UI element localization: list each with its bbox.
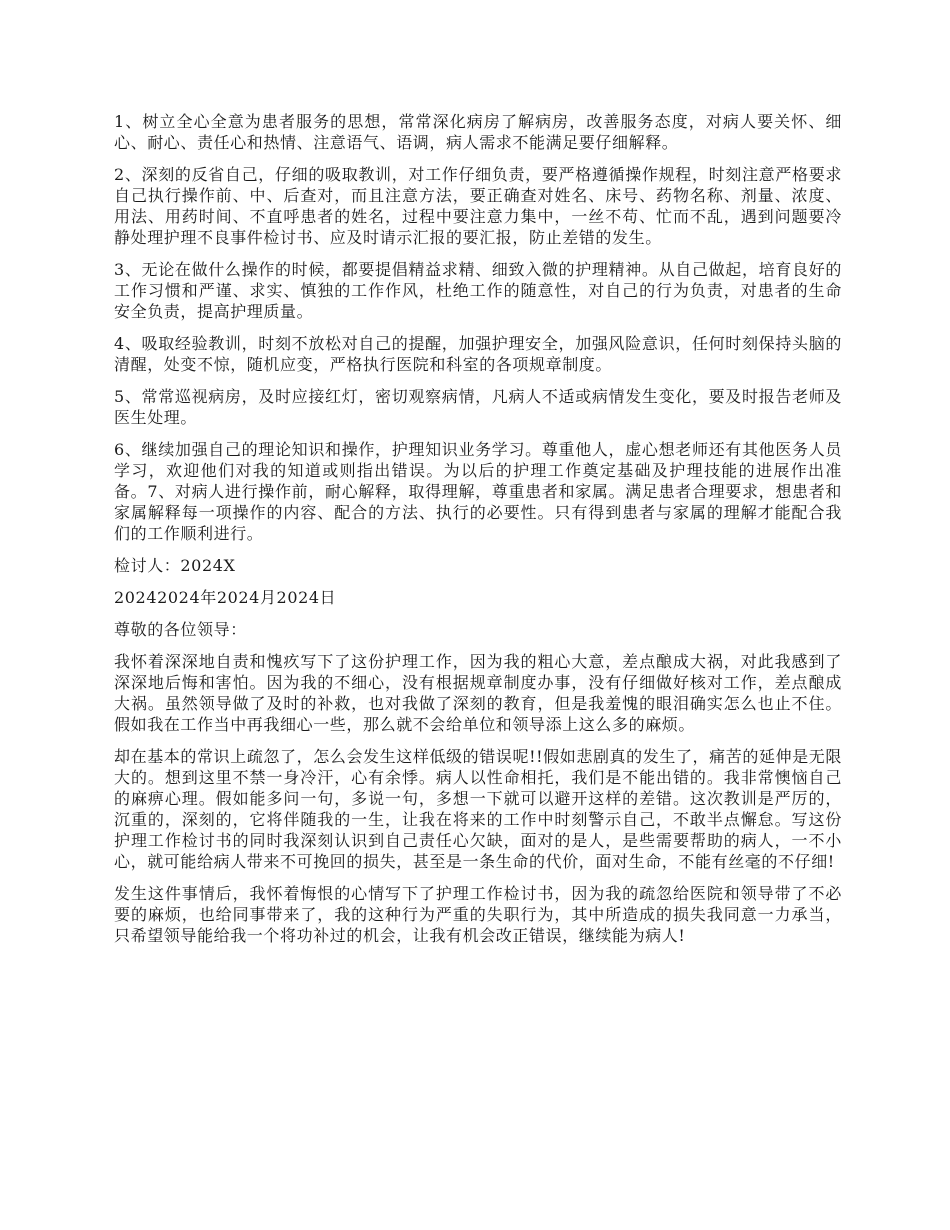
signer-line: 检讨人：2024X	[114, 556, 236, 575]
paragraph-letter-1: 我怀着深深地自责和愧疚写下了这份护理工作，因为我的粗心大意，差点酿成大祸，对此我感到了深深地后悔和害怕。因为我的不细心，没有根据规章制度办事，没有仔细做好核对工作，差点酿成大祸。虽然领导做了及时的补救，也对我做了深刻的教育，但是我羞愧的眼泪确实怎么也止不住。假如我在工作当中再我细心一些，那么就不会给单位和领导添上这么多的麻烦。	[114, 652, 842, 734]
paragraph-1: 1、树立全心全意为患者服务的思想，常常深化病房了解病房，改善服务态度，对病人要关怀、细心、耐心、责任心和热情、注意语气、语调，病人需求不能满足要仔细解释。	[114, 112, 842, 152]
paragraph-5: 5、常常巡视病房，及时应接红灯，密切观察病情，凡病人不适或病情发生变化，要及时报告老师及医生处理。	[114, 387, 842, 427]
document-body	[114, 111, 842, 957]
paragraph-4: 4、吸取经验教训，时刻不放松对自己的提醒，加强护理安全，加强风险意识，任何时刻保持头脑的清醒，处变不惊，随机应变，严格执行医院和科室的各项规章制度。	[114, 334, 842, 374]
paragraph-letter-2: 却在基本的常识上疏忽了，怎么会发生这样低级的错误呢!!假如悲剧真的发生了，痛苦的延伸是无限大的。想到这里不禁一身冷汗，心有余悸。病人以性命相托，我们是不能出错的。我非常懊恼自己的麻痹心理。假如能多问一句，多说一句，多想一下就可以避开这样的差错。这次教训是严厉的，沉重的，深刻的，它将伴随我的一生，让我在将来的工作中时刻警示自己，不敢半点懈怠。写这份护理工作检讨书的同时我深刻认识到自己责任心欠缺，面对的是人，是些需要帮助的病人，一不小心，就可能给病人带来不可挽回的损失，甚至是一条生命的代价，面对生命，不能有丝毫的不仔细!	[114, 747, 842, 871]
salutation: 尊敬的各位领导：	[114, 620, 247, 639]
date-line: 20242024年2024月2024日	[114, 588, 337, 607]
paragraph-6: 6、继续加强自己的理论知识和操作，护理知识业务学习。尊重他人，虚心想老师还有其他医务人员学习，欢迎他们对我的知道或则指出错误。为以后的护理工作奠定基础及护理技能的进展作出准备。7、对病人进行操作前，耐心解释，取得理解，尊重患者和家属。满足患者合理要求，想患者和家属解释每一项操作的内容、配合的方法、执行的必要性。只有得到患者与家属的理解才能配合我们的工作顺利进行。	[114, 440, 842, 543]
paragraph-letter-3: 发生这件事情后，我怀着悔恨的心情写下了护理工作检讨书，因为我的疏忽给医院和领导带了不必要的麻烦，也给同事带来了，我的这种行为严重的失职行为，其中所造成的损失我同意一力承当，只希望领导能给我一个将功补过的机会，让我有机会改正错误，继续能为病人!	[114, 884, 842, 945]
paragraph-2: 2、深刻的反省自己，仔细的吸取教训，对工作仔细负责，要严格遵循操作规程，时刻注意严格要求自己执行操作前、中、后查对，而且注意方法，要正确查对姓名、床号、药物名称、剂量、浓度、用法、用药时间、不直呼患者的姓名，过程中要注意力集中，一丝不苟、忙而不乱，遇到问题要冷静处理护理不良事件检讨书、应及时请示汇报的要汇报，防止差错的发生。	[114, 165, 842, 247]
paragraph-3: 3、无论在做什么操作的时候，都要提倡精益求精、细致入微的护理精神。从自己做起，培育良好的工作习惯和严谨、求实、慎独的工作作风，杜绝工作的随意性，对自己的行为负责，对患者的生命安全负责，提高护理质量。	[114, 260, 842, 321]
